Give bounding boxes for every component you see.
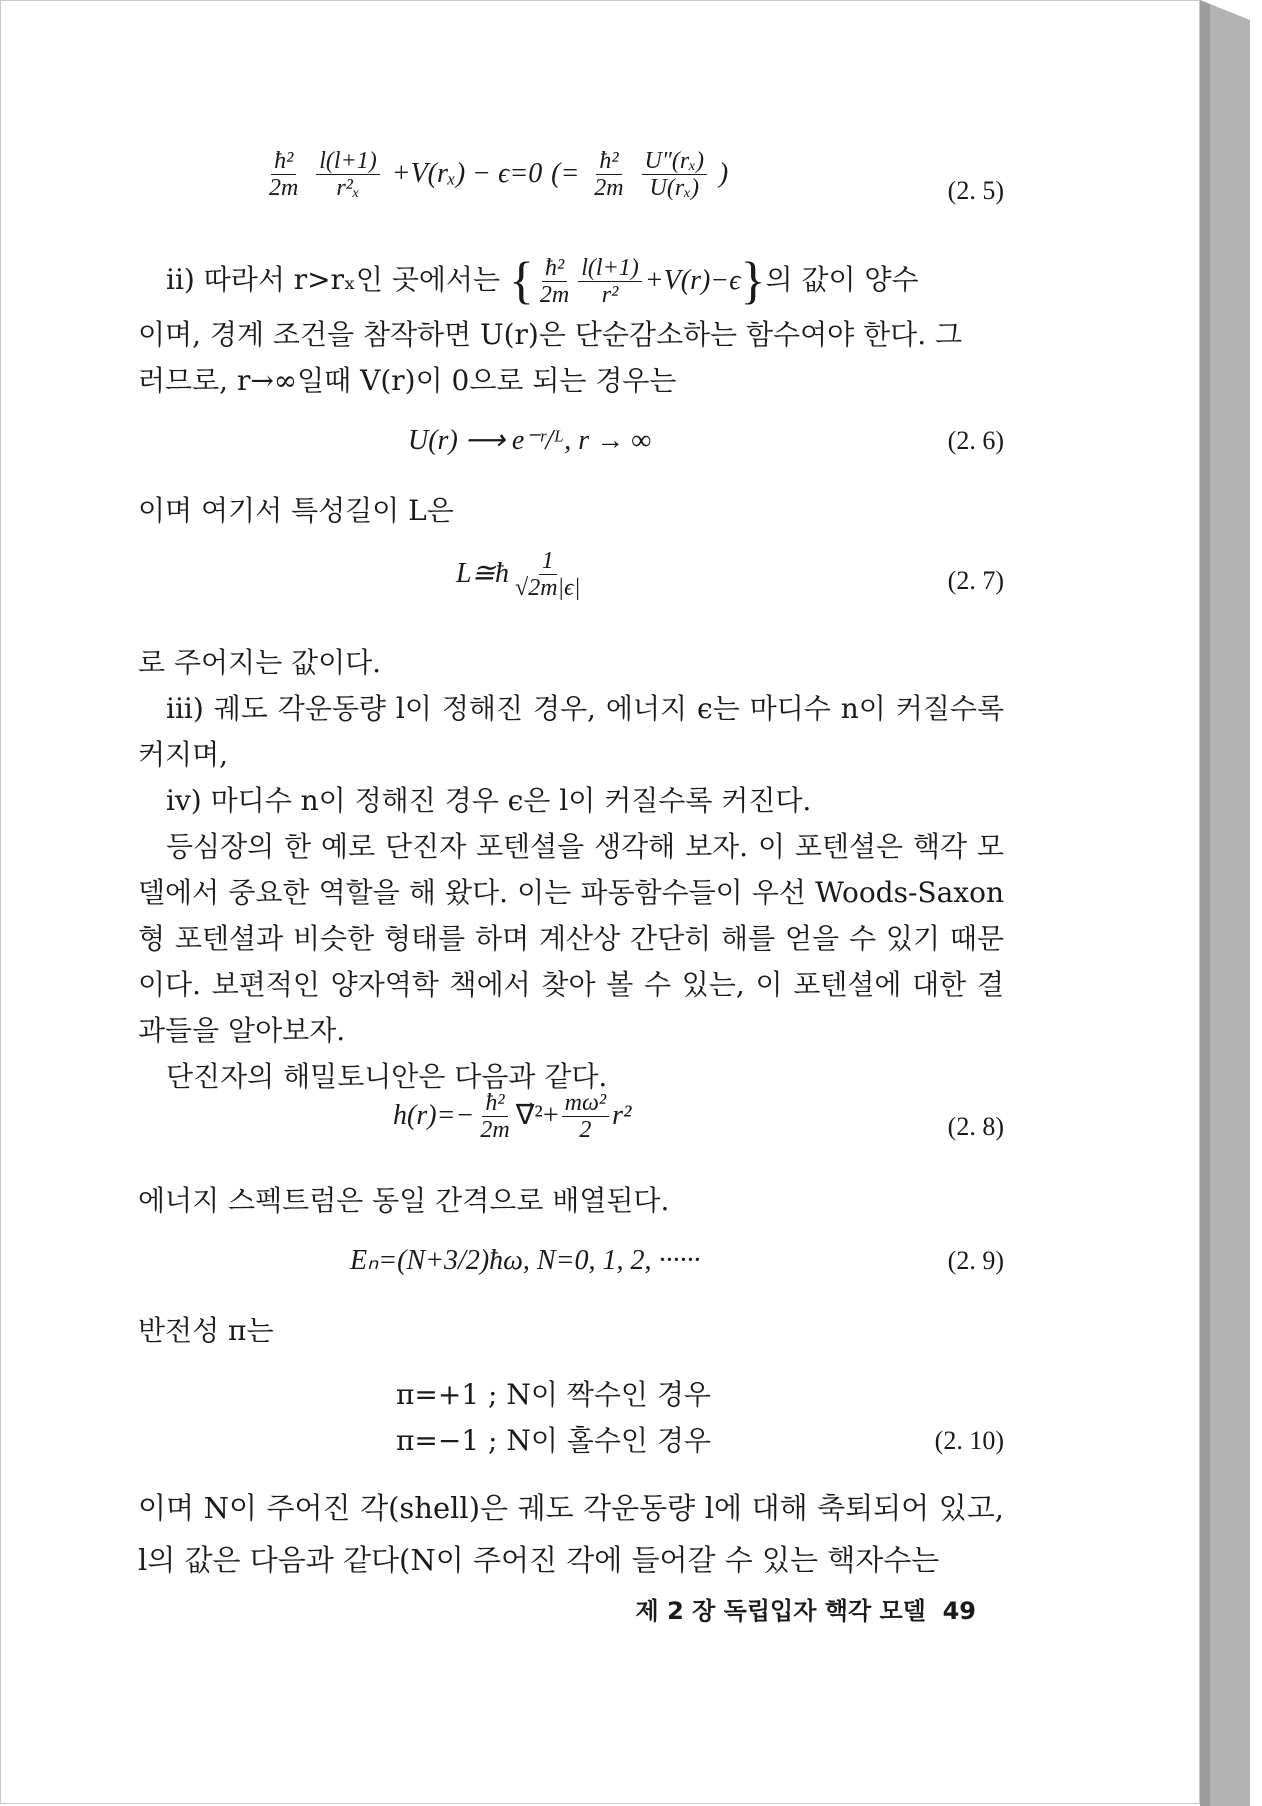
equation-term: L≅ħ: [456, 558, 510, 589]
equation-number: (2. 7): [947, 566, 1004, 595]
equation-number: (2. 9): [947, 1246, 1004, 1275]
equation-number: (2. 10): [934, 1426, 1004, 1455]
chapter-title: 제 2 장 독립입자 핵각 모델: [635, 1597, 926, 1625]
paragraph-energy-spectrum: 에너지 스펙트럼은 동일 간격으로 배열된다.: [138, 1184, 670, 1217]
paragraph-given-value: 로 주어지는 값이다.: [138, 646, 382, 679]
paragraph-iii: iii) 궤도 각운동량 l이 정해진 경우, 에너지 ϵ는 마디수 n이 커질수록 커지며,: [138, 692, 1004, 771]
text-span: 의 값이 양수: [765, 263, 919, 296]
fraction: $\frac{l(l+1)}{\text{r²}}$: [578, 255, 642, 308]
footer-chapter: [636, 1588, 976, 1634]
equation-term: h(r)=−: [393, 1100, 475, 1131]
text-span: +V(r)−ϵ: [644, 265, 741, 296]
equation-paren-open: (=: [551, 158, 580, 189]
equation-paren-close: ): [718, 158, 729, 189]
equation-2-8: [138, 1090, 1004, 1170]
paragraph-shell-degeneracy: 이며 N이 주어진 각(shell)은 궤도 각운동량 l에 대해 축퇴되어 있고, l의 값은 다음과 같다(N이 주어진 각에 들어갈 수 있는 핵자수는: [138, 1491, 1004, 1577]
equation-2-6-body: U(r) ⟶ e⁻ʳ/ᴸ, r → ∞: [408, 425, 652, 456]
equation-2-6: [138, 418, 1004, 464]
equation-2-10-line2: π=−1 ; N이 홀수인 경우: [396, 1424, 711, 1457]
text-block-1: [138, 640, 1004, 1100]
equation-term: r²: [612, 1100, 632, 1131]
fraction: $\frac{\text{U″(rₓ)}}{\text{U(rₓ)}}$: [642, 148, 707, 201]
equation-number: (2. 6): [947, 426, 1004, 455]
equation-term: ∇⃗²+: [515, 1100, 559, 1131]
fraction: $\frac{\text{ħ²}}{2m}$: [539, 255, 570, 308]
paragraph-ii-line1: [138, 250, 1004, 310]
equation-number: (2. 5): [947, 176, 1004, 205]
paragraph-parity: 반전성 π는: [138, 1314, 274, 1347]
equation-2-7-body: [456, 548, 586, 601]
paragraph-ii-line2: 이며, 경계 조건을 참작하면 U(r)은 단순감소하는 함수여야 한다. 그: [138, 318, 963, 351]
equation-2-7: [138, 548, 1004, 618]
paragraph-ii: [138, 250, 1004, 404]
paragraph-characteristic-length: 이며 여기서 특성길이 L은: [138, 494, 454, 527]
equation-2-9-body: Eₙ=(N+3/2)ħω, N=0, 1, 2, ······: [350, 1245, 701, 1276]
fraction: $\frac{l(l+1)}{\text{r²ₓ}}$: [316, 148, 380, 201]
text-span: ii) 따라서 r>rₓ인 곳에서는: [166, 263, 501, 296]
brace-close: }: [740, 252, 766, 310]
brace-open: {: [508, 252, 534, 310]
equation-number: (2. 8): [947, 1112, 1004, 1141]
fraction: $\frac{\text{ħ²}}{2m}$: [480, 1090, 510, 1143]
equation-term: +V(rₓ) − ϵ=0: [391, 158, 543, 189]
paragraph-ii-line3: 러므로, r→∞일때 V(r)이 0으로 되는 경우는: [138, 364, 677, 397]
equation-2-5-body: [263, 148, 728, 201]
page-footer: [138, 1588, 1004, 1628]
equation-2-10-line1: π=+1 ; N이 짝수인 경우: [396, 1378, 711, 1411]
page-number: 49: [942, 1597, 976, 1625]
equation-2-10: [138, 1372, 1004, 1468]
equation-2-5: [138, 140, 1004, 220]
paragraph-harmonic-oscillator: 등심장의 한 예로 단진자 포텐셜을 생각해 보자. 이 포텐셜은 핵각 모델에서 중요한 역할을 해 왔다. 이는 파동함수들이 우선 Woods-Saxon형 포텐셜과 비슷한 형태를 하며 계산상 간단히 해를 얻을 수 있기 때문이다. 보편적인 양자역학 책에서 찾아 볼 수 있는, 이 포텐셜에 대한 결과들을 알아보자.: [138, 830, 1004, 1047]
fraction: $\frac{\text{mω²}}{2}$: [562, 1090, 609, 1143]
paragraph-iv: iv) 마디수 n이 정해진 경우 ϵ은 l이 커질수록 커진다.: [166, 784, 812, 817]
paragraph-hamiltonian: 단진자의 해밀토니안은 다음과 같다.: [166, 1060, 608, 1093]
fraction: $\frac{1}{√2m|\epsilon|}$: [515, 548, 581, 601]
equation-2-9: [138, 1238, 1004, 1284]
page-edge-shading: [1200, 0, 1256, 1806]
fraction: $\frac{\text{ħ²}}{2m}$: [269, 148, 299, 201]
equation-2-8-body: [393, 1090, 631, 1143]
fraction: $\frac{\text{ħ²}}{2m}$: [594, 148, 624, 201]
